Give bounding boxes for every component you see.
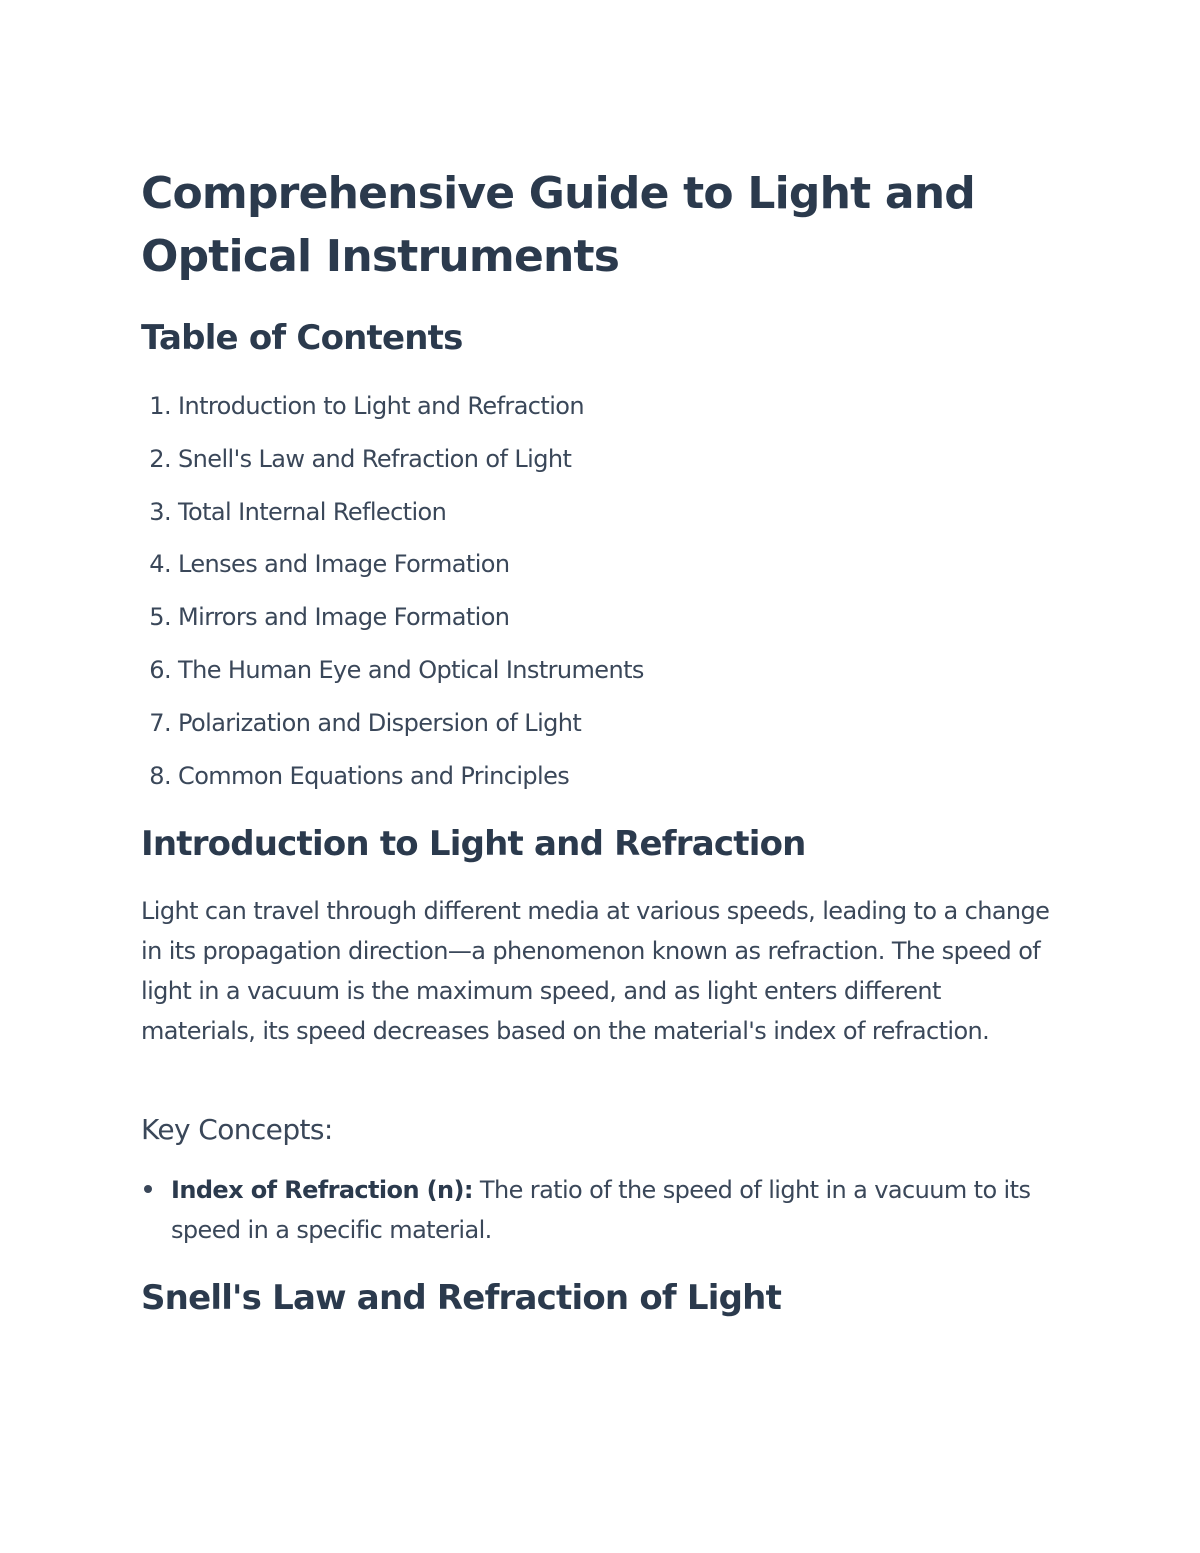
toc-item[interactable]: 8. Common Equations and Principles bbox=[149, 761, 570, 790]
toc-item-label[interactable]: Common Equations and Principles bbox=[178, 761, 570, 790]
toc-item[interactable]: 7. Polarization and Dispersion of Light bbox=[149, 708, 582, 737]
toc-item-label[interactable]: Snell's Law and Refraction of Light bbox=[178, 444, 572, 473]
toc-item[interactable]: 6. The Human Eye and Optical Instruments bbox=[149, 655, 644, 684]
toc-item-label[interactable]: Introduction to Light and Refraction bbox=[178, 392, 584, 420]
toc-item[interactable]: 5. Mirrors and Image Formation bbox=[149, 603, 510, 632]
toc-item-label[interactable]: Polarization and Dispersion of Light bbox=[178, 708, 582, 737]
key-concepts-heading: Key Concepts: bbox=[141, 1113, 333, 1146]
toc-item[interactable]: 1. Introduction to Light and Refraction bbox=[149, 392, 584, 420]
toc-item[interactable]: 2. Snell's Law and Refraction of Light bbox=[149, 444, 572, 473]
toc-heading: Table of Contents bbox=[141, 318, 463, 358]
table-of-contents bbox=[141, 386, 644, 808]
bullet-icon bbox=[144, 1185, 152, 1193]
toc-item-label[interactable]: Lenses and Image Formation bbox=[178, 550, 510, 579]
toc-item[interactable]: 4. Lenses and Image Formation bbox=[149, 550, 510, 579]
key-concepts-list bbox=[141, 1170, 1071, 1250]
section-heading-snells-law: Snell's Law and Refraction of Light bbox=[141, 1278, 782, 1318]
document-title: Comprehensive Guide to Light and Optical Instruments bbox=[141, 168, 975, 282]
toc-item[interactable]: 3. Total Internal Reflection bbox=[149, 497, 447, 526]
concept-term: Index of Refraction (n): bbox=[171, 1176, 473, 1204]
list-item bbox=[141, 1170, 1071, 1250]
section-heading-introduction: Introduction to Light and Refraction bbox=[141, 824, 806, 864]
toc-item-label[interactable]: Total Internal Reflection bbox=[178, 497, 447, 526]
concept-definition: The ratio of the speed of light in a vacuum to its speed in a specific material. bbox=[171, 1176, 1031, 1244]
toc-item-label[interactable]: The Human Eye and Optical Instruments bbox=[178, 655, 644, 684]
intro-paragraph: Light can travel through different media at various speeds, leading to a change in its propagation direction—a phenomenon known as refraction. The speed of light in a vacuum is the maximum speed, and as light enters different materials, its speed decreases based on the material's index of refraction. bbox=[141, 897, 1050, 1045]
toc-item-label[interactable]: Mirrors and Image Formation bbox=[178, 603, 510, 632]
